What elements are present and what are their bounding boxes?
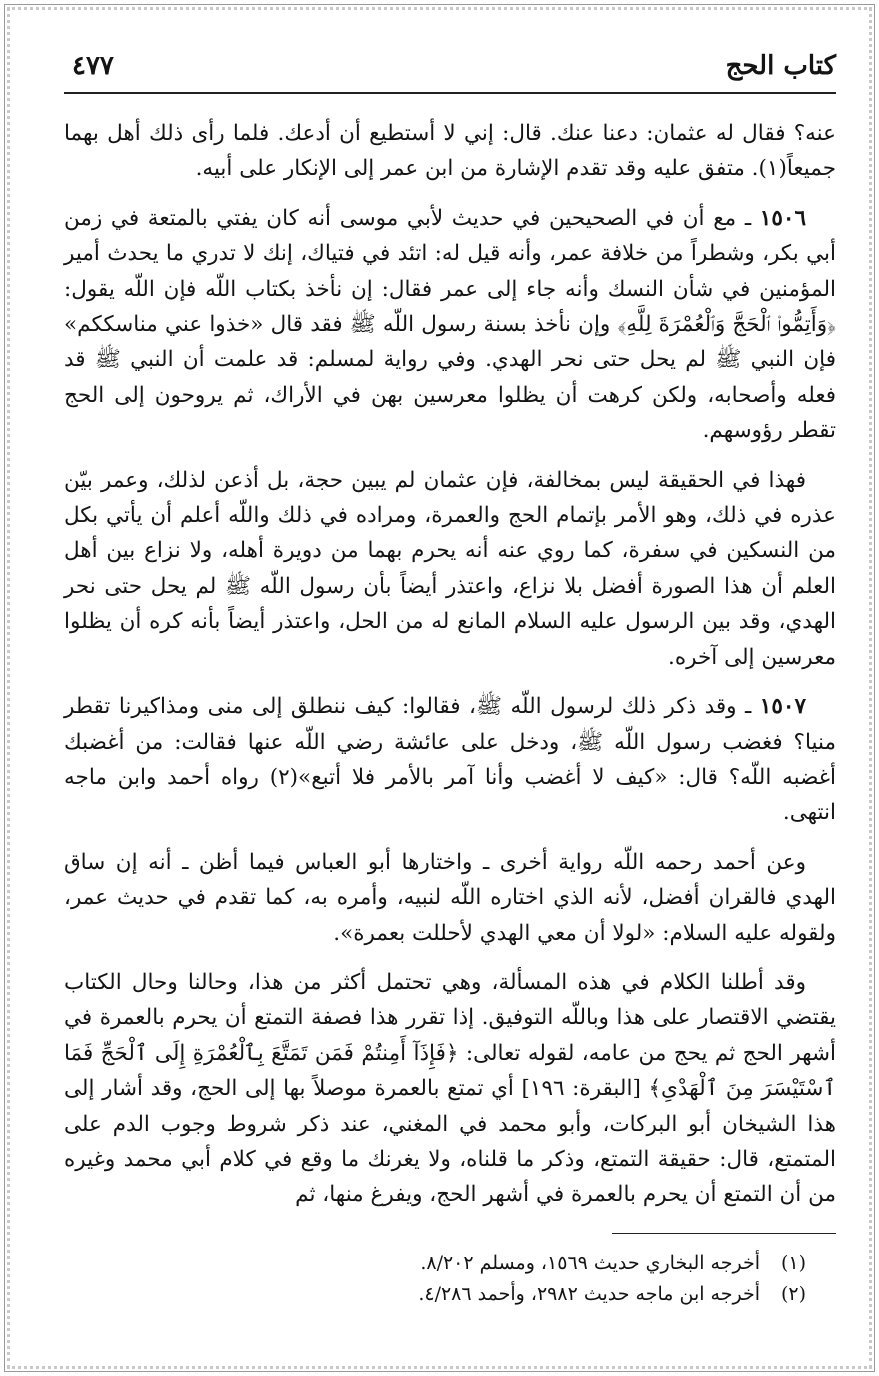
main-text [64,116,836,1213]
paragraph-number: ١٥٠٧ [759,694,806,720]
paragraph-text: وعن أحمد رحمه اللّه رواية أخرى ـ واختارها أبو العباس فيما أظن ـ أنه إن ساق الهدي فالقران أفضل، لأنه الذي اختاره اللّه لنبيه، وأمره به، كما تقدم في حديث عمر، ولقوله عليه السلام: «لولا أن معي الهدي لأحللت بعمرة». [64,849,836,946]
paragraph [64,965,836,1213]
footnote-text: أخرجه البخاري حديث ١٥٦٩، ومسلم ٨/٢٠٢. [420,1251,760,1274]
running-header [64,44,836,94]
footnote-mark: (١) [780,1251,806,1274]
numbered-paragraph [64,201,836,449]
footnote [64,1248,836,1279]
book-page [64,44,836,1344]
paragraph [64,845,836,951]
paragraph-number: ١٥٠٦ [759,205,806,231]
footnote [64,1279,836,1310]
footnote-mark: (٢) [780,1282,806,1305]
paragraph-text: عنه؟ فقال له عثمان: دعنا عنك. قال: إني لا أستطيع أن أدعك. فلما رأى ذلك أهل بهما جميعاً(١). متفق عليه وقد تقدم الإشارة من ابن عمر إلى الإنكار على أبيه. [64,121,836,182]
numbered-paragraph [64,689,836,831]
paragraph [64,463,836,675]
footnotes [64,1248,836,1310]
book-title: كتاب الحج [725,51,836,81]
footnote-text: أخرجه ابن ماجه حديث ٢٩٨٢، وأحمد ٤/٢٨٦. [418,1282,760,1305]
paragraph-text: ـ وقد ذكر ذلك لرسول اللّه ﷺ، فقالوا: كيف ننطلق إلى منى ومذاكيرنا تقطر منيا؟ فغضب رسول اللّه ﷺ، ودخل على عائشة رضي اللّه عنها فقالت: من أغضبك أغضبه اللّه؟ قال: «كيف لا أغضب وأنا آمر بالأمر فلا أتبع»(٢) رواه أحمد وابن ماجه انتهى. [64,694,836,826]
paragraph-text: وقد أطلنا الكلام في هذه المسألة، وهي تحتمل أكثر من هذا، وحالنا وحال الكتاب يقتضي الاقتصار على هذا وباللّه التوفيق. إذا تقرر هذا فصفة التمتع أن يحرم بالعمرة في أشهر الحج ثم يحج من عامه، لقوله تعالى: ﴿فَإِذَآ أَمِنتُمْ فَمَن تَمَتَّعَ بِٱلْعُمْرَةِ إِلَى ٱلْحَجِّ فَمَا ٱسْتَيْسَرَ مِنَ ٱلْهَدْىِ﴾ [البقرة: ١٩٦] أي تمتع بالعمرة موصلاً بها إلى الحج، وقد أشار إلى هذا الشيخان أبو البركات، وأبو محمد في المغني، عند ذكر شروط وجوب الدم على المتمتع، قال: حقيقة التمتع، وذكر ما قلناه، ولا يغرنك ما وقع في كلام أبي محمد وغيره من أن التمتع أن يحرم بالعمرة في أشهر الحج، ويفرغ منها، ثم [64,969,836,1208]
paragraph-text: فهذا في الحقيقة ليس بمخالفة، فإن عثمان لم يبين حجة، بل أذعن لذلك، وعمر بيّن عذره في ذلك، وهو الأمر بإتمام الحج والعمرة، ومراده في ذلك واللّه أعلم أن يأتي بكل من النسكين في سفرة، كما روي عنه أنه يحرم بهما من دويرة أهله، ولا نزاع بين أهل العلم أن هذا الصورة أفضل بلا نزاع، واعتذر أيضاً بأن رسول اللّه ﷺ لم يحل حتى نحر الهدي، وقد بين الرسول عليه السلام المانع له من الحل، واعتذر أيضاً بأنه كره أن يظلوا معرسين إلى آخره. [64,467,836,670]
footnote-separator [612,1233,836,1234]
paragraph-text: ـ مع أن في الصحيحين في حديث لأبي موسى أنه كان يفتي بالمتعة في زمن أبي بكر، وشطراً من خلافة عمر، وأنه قيل له: اتئد في فتياك، إنك لا تدري ما يحدث أمير المؤمنين في شأن النسك وأنه جاء إلى عمر فقال: إن نأخذ بكتاب اللّه فإن اللّه يقول: ﴿وَأَتِمُّوا۟ ٱلْحَجَّ وَٱلْعُمْرَةَ لِلَّهِ﴾ وإن نأخذ بسنة رسول اللّه ﷺ فقد قال «خذوا عني مناسككم» فإن النبي ﷺ لم يحل حتى نحر الهدي. وفي رواية لمسلم: قد علمت أن النبي ﷺ قد فعله وأصحابه، ولكن كرهت أن يظلوا معرسين بهن في الأراك، ثم يروحون إلى الحج تقطر رؤوسهم. [64,205,836,444]
page-number: ٤٧٧ [72,51,114,81]
paragraph [64,116,836,187]
